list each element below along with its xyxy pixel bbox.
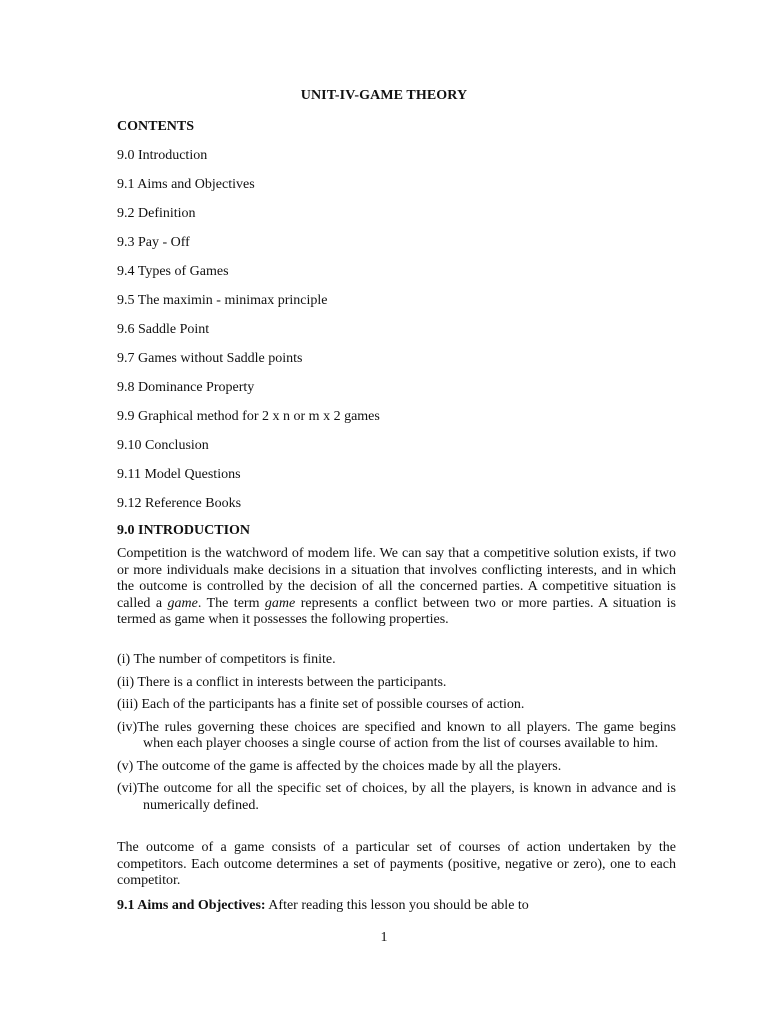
toc-item: 9.6 Saddle Point	[117, 322, 210, 337]
toc-item: 9.1 Aims and Objectives	[117, 177, 255, 192]
property-item: (v) The outcome of the game is affected by the choices made by all the players.	[117, 758, 562, 774]
toc-item: 9.0 Introduction	[117, 148, 208, 163]
property-item: (i) The number of competitors is finite.	[117, 652, 336, 667]
property-item: (ii) There is a conflict in interests between the participants.	[117, 674, 447, 690]
intro-text-3: represents a conflict between two or more parties. A situation is termed as game when it possesses the following properties.	[117, 595, 676, 627]
toc-item: 9.2 Definition	[117, 206, 196, 221]
introduction-paragraph	[117, 546, 676, 629]
toc-item: 9.8 Dominance Property	[117, 380, 255, 395]
property-item: (iii) Each of the participants has a finite set of possible courses of action.	[117, 697, 525, 712]
toc-item: 9.7 Games without Saddle points	[117, 351, 303, 366]
toc-item: 9.10 Conclusion	[117, 438, 209, 453]
page-title: UNIT-IV-GAME THEORY	[300, 88, 468, 103]
table-of-contents	[117, 148, 380, 525]
toc-item: 9.3 Pay - Off	[117, 235, 190, 250]
toc-item: 9.5 The maximin - minimax principle	[117, 293, 328, 308]
game-properties-list	[117, 652, 676, 820]
toc-item: 9.9 Graphical method for 2 x n or m x 2 games	[117, 409, 380, 424]
introduction-heading: 9.0 INTRODUCTION	[117, 523, 251, 538]
aims-objectives-line	[117, 898, 529, 914]
contents-heading: CONTENTS	[117, 119, 195, 134]
toc-item: 9.12 Reference Books	[117, 496, 242, 511]
property-item: (vi)The outcome for all the specific set of choices, by all the players, is known in advance and is numerically defined.	[117, 781, 676, 813]
intro-emphasis-game-1: game	[167, 595, 198, 611]
intro-text-1: Competition is the watchword of modem life. We can say that a competitive solution exists, if two or more individuals make decisions in a situation that involves conflicting interests, and in which the outcome is controlled by the decision of all the concerned parties. A competitive situation is called a	[117, 546, 676, 611]
aims-heading: 9.1 Aims and Objectives:	[117, 898, 266, 913]
page-number: 1	[380, 930, 388, 945]
property-item: (iv)The rules governing these choices are specified and known to all players. The game begins when each player chooses a single course of action from the list of courses available to him.	[117, 719, 676, 751]
aims-text: After reading this lesson you should be able to	[265, 898, 529, 913]
toc-item: 9.11 Model Questions	[117, 467, 241, 482]
intro-emphasis-game-2: game	[264, 595, 296, 611]
intro-text-2: . The term	[197, 595, 265, 611]
outcome-paragraph: The outcome of a game consists of a particular set of courses of action undertaken by the competitors. Each outcome determines a set of payments (positive, negative or zero), one to each competitor.	[117, 840, 676, 888]
toc-item: 9.4 Types of Games	[117, 264, 229, 279]
